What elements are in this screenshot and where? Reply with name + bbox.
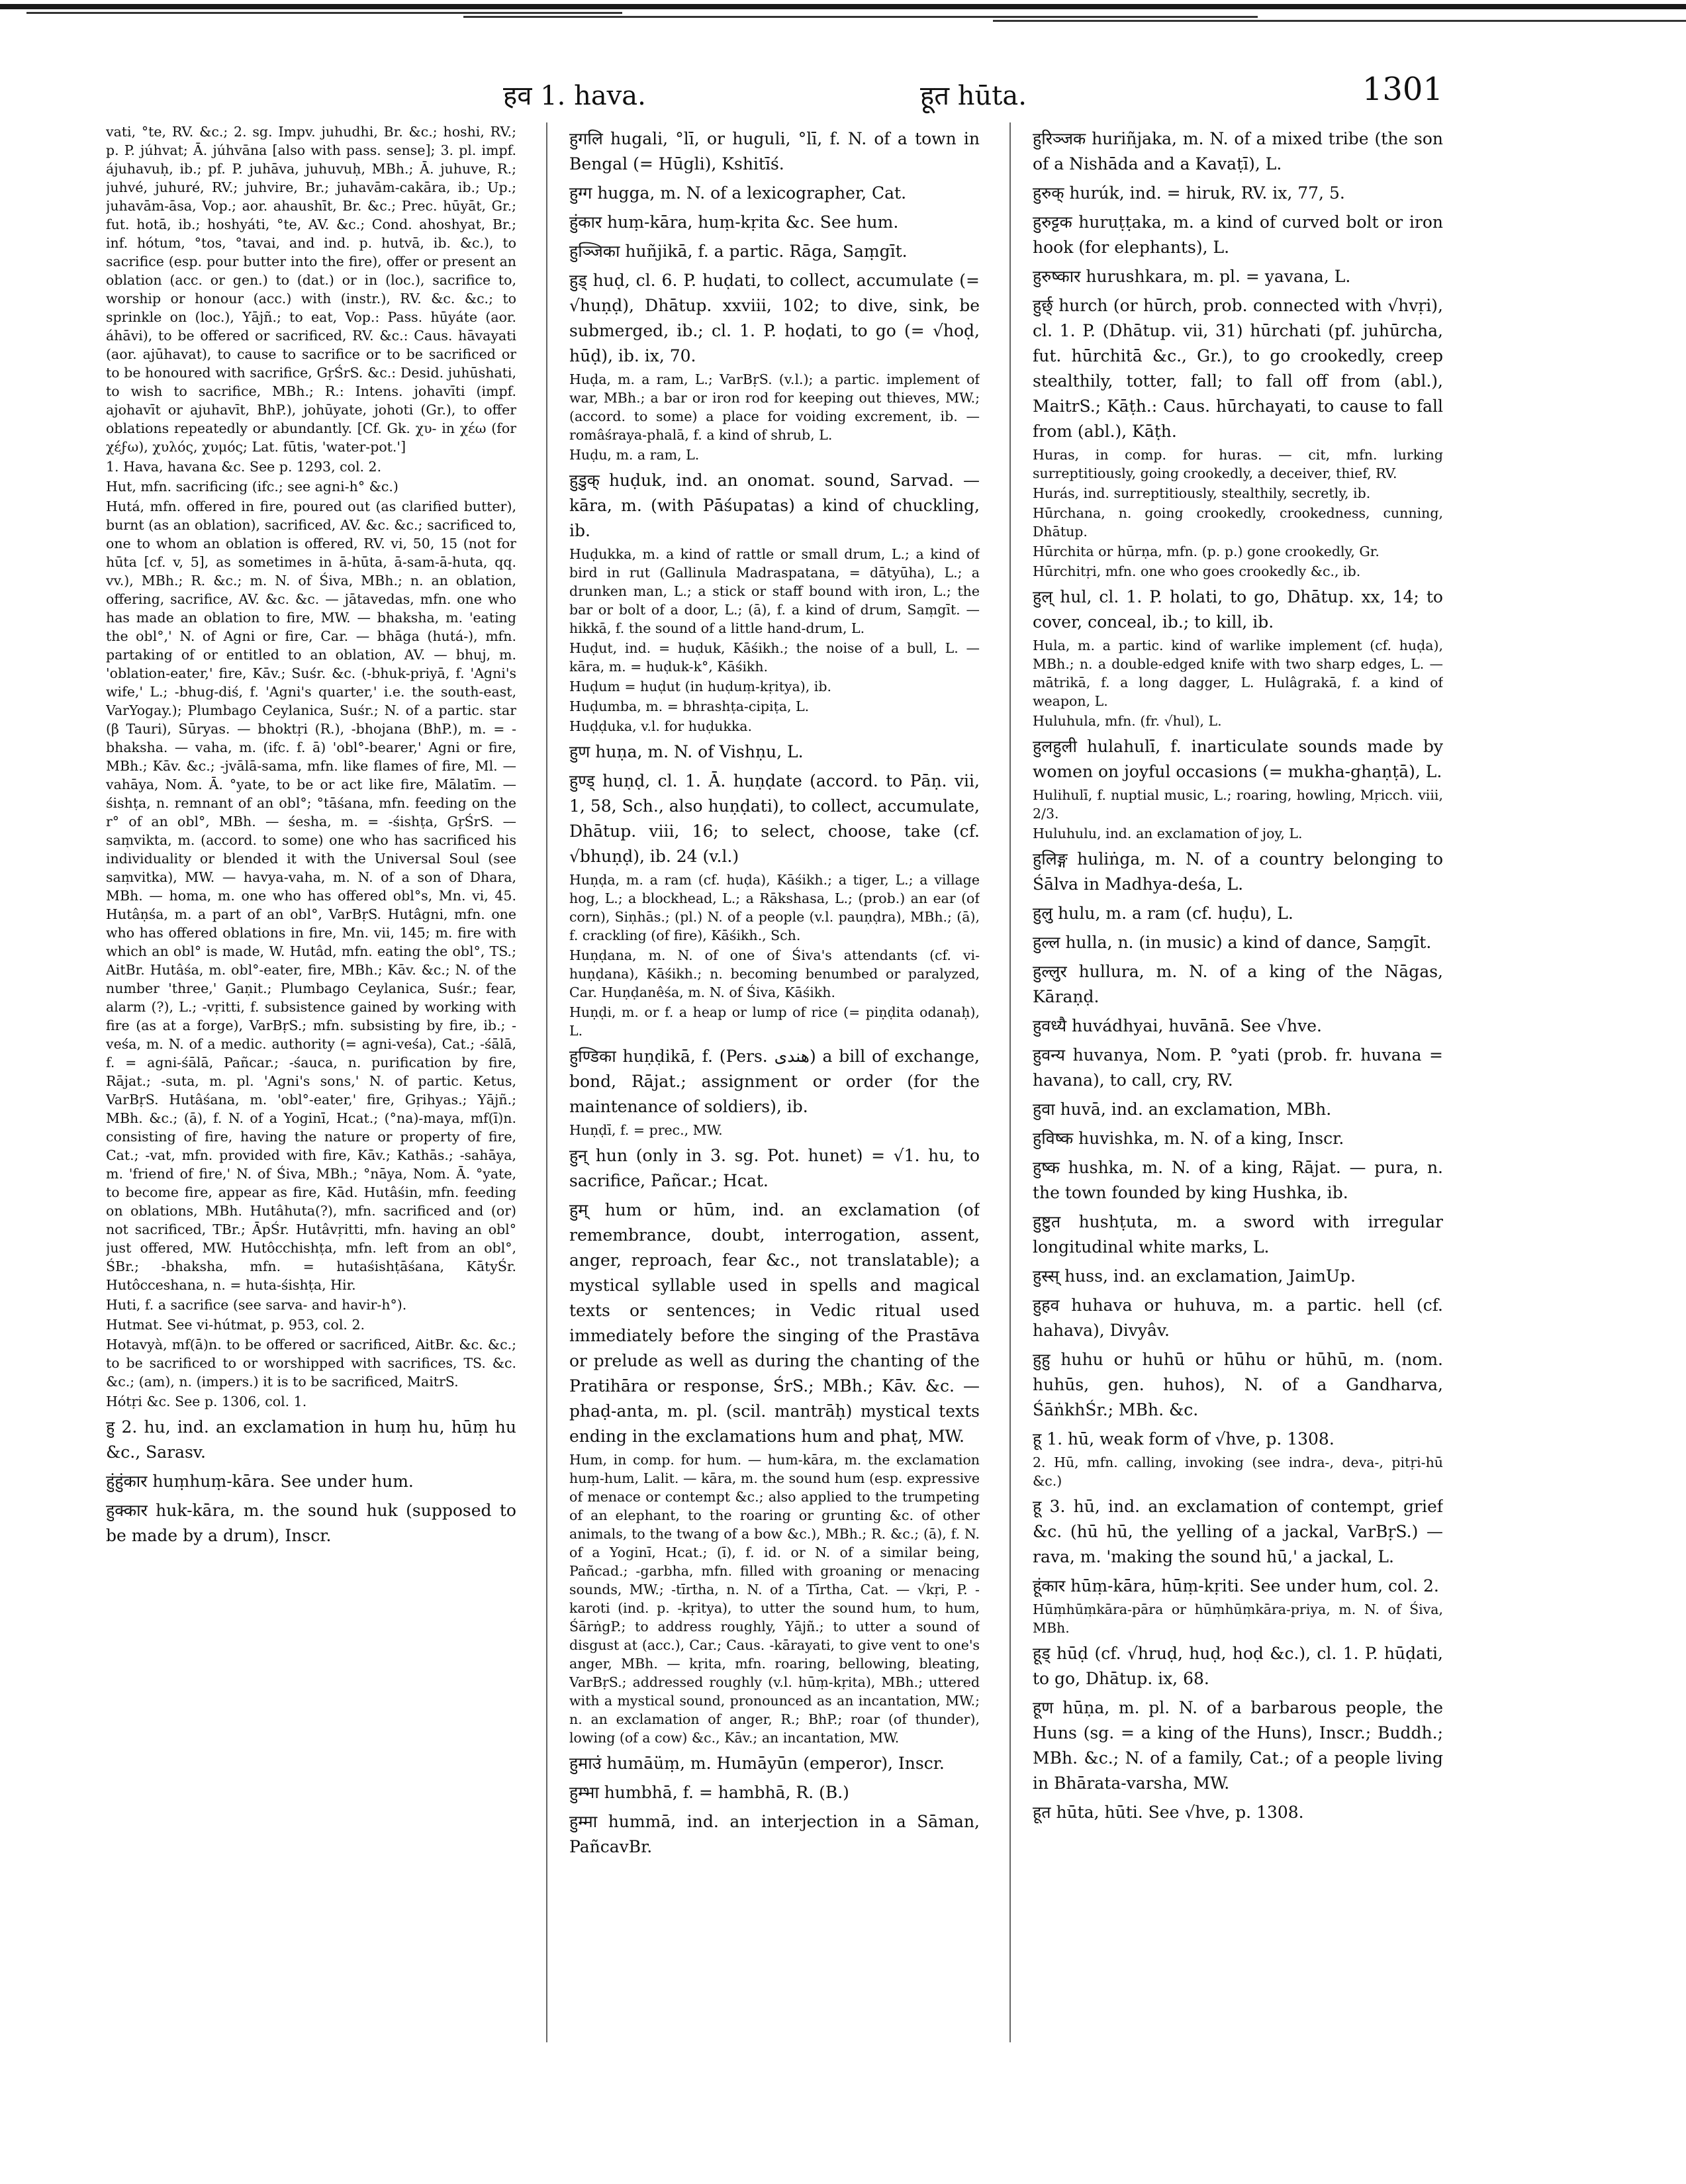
dictionary-entry: Hurás, ind. surreptitiously, stealthily, secretly, ib. — [1033, 485, 1371, 501]
dictionary-entry: हुविष्क huvishka, m. N. of a king, Inscr. — [1033, 1129, 1344, 1148]
dictionary-entry: हुष्क hushka, m. N. of a king, Rājat. — pura, n. the town founded by king Hushka, ib. — [1033, 1158, 1443, 1202]
dictionary-entry: Huḍḍuka, v.l. for huḍukka. — [569, 718, 753, 734]
dictionary-entry: हुम्मा hummā, ind. an interjection in a Sāman, PañcavBr. — [569, 1812, 980, 1856]
dictionary-entry: हुञ्जिका huñjikā, f. a partic. Rāga, Saṃgīt. — [569, 242, 908, 261]
dictionary-entry: हुस्स् huss, ind. an exclamation, JaimUp. — [1033, 1266, 1356, 1286]
dictionary-entry: Hulihulī, f. nuptial music, L.; roaring, howling, Mṛicch. viii, 2/3. — [1033, 787, 1443, 822]
page-header — [106, 70, 1443, 116]
dictionary-entry: हुक्कार huk-kāra, m. the sound huk (supposed to be made by a drum), Inscr. — [106, 1501, 516, 1545]
dictionary-entry: हुम्भा humbhā, f. = hambhā, R. (B.) — [569, 1783, 849, 1802]
dictionary-entry: Hotavyà, mf(ā)n. to be offered or sacrificed, AitBr. &c. &c.; to be sacrificed to or worshipped with sacrifices, TS. &c. &c.; (am), n. (impers.) it is to be sacrificed, MaitrS. — [106, 1337, 516, 1390]
dictionary-entry: हुल् hul, cl. 1. P. holati, to go, Dhātup. xx, 14; to cover, conceal, ib.; to kill, ib. — [1033, 587, 1443, 632]
dictionary-entry: Huras, in comp. for huras. — cit, mfn. lurking surreptitiously, going crookedly, a deceiver, thief, RV. — [1033, 447, 1443, 481]
dictionary-entry: हुरिञ्जक huriñjaka, m. N. of a mixed tribe (the son of a Nishāda and a Kavaṭī), L. — [1033, 129, 1443, 173]
dictionary-entry: हुरुक् hurúk, ind. = hiruk, RV. ix, 77, 5. — [1033, 183, 1345, 203]
dictionary-entry: हू 3. hū, ind. an exclamation of contempt, grief &c. (hū hū, the yelling of a jackal, VarBṛS.) — rava, m. 'making the sound hū,' a jackal, L. — [1033, 1497, 1443, 1566]
column-divider — [546, 122, 547, 2042]
scan-edge-artifact — [0, 0, 1686, 29]
dictionary-entry: हुम् hum or hūm, ind. an exclamation (of remembrance, doubt, interrogation, assent, anger, reproach, fear &c., not translatable); a mystical syllable used in spells and magical texts or sentences; in Vedic ritual used immediately before the singing of the Prastāva or prelude as well as during the chanting of the Pratihāra or response, ŚrS.; MBh.; Kāv. &c. — phaḍ-anta, m. pl. (scil. mantrāḥ) mystical texts ending in the exclamations hum and phaṭ, MW. — [569, 1200, 980, 1446]
dictionary-entry: हुवध्यै huvádhyai, huvānā. See √hve. — [1033, 1016, 1322, 1035]
dictionary-entry: हुहु huhu or huhū or hūhu or hūhū, m. (nom. huhūs, gen. huhos), N. of a Gandharva, ŚāṅkhŚr.; MBh. &c. — [1033, 1350, 1443, 1419]
dictionary-entry: 2. Hū, mfn. calling, invoking (see indra-, deva-, pitṛi-hū &c.) — [1033, 1454, 1443, 1489]
dictionary-entry: Huḍut, ind. = huḍuk, Kāśikh.; the noise of a bull, L. — kāra, m. = huḍuk-k°, Kāśikh. — [569, 640, 980, 675]
dictionary-entry: हुष्टुत hushṭuta, m. a sword with irregular longitudinal white marks, L. — [1033, 1212, 1443, 1257]
dictionary-entry: हुल्ल hulla, n. (in music) a kind of dance, Saṃgīt. — [1033, 933, 1432, 952]
dictionary-entry: Huluhulu, ind. an exclamation of joy, L. — [1033, 826, 1303, 841]
dictionary-entry: Huḍukka, m. a kind of rattle or small drum, L.; a kind of bird in rut (Gallinula Madraspatana, = dātyūha), L.; a drunken man, L.; a stick or staff bound with iron, L.; the bar or bolt of a door, L.; (ā), f. a kind of drum, Saṃgīt. — hikkā, f. the sound of a little hand-drum, L. — [569, 546, 980, 636]
dictionary-entry: Hūrchitṛi, mfn. one who goes crookedly &c., ib. — [1033, 563, 1361, 579]
dictionary-entry: हुलु hulu, m. a ram (cf. huḍu), L. — [1033, 904, 1293, 923]
page-number: 1301 — [1362, 71, 1443, 108]
dictionary-entry: 1. Hava, havana &c. See p. 1293, col. 2. — [106, 459, 382, 475]
dictionary-entry: हुलिङ्ग huliṅga, m. N. of a country belonging to Śālva in Madhya-deśa, L. — [1033, 849, 1443, 894]
dictionary-entry: हुवा huvā, ind. an exclamation, MBh. — [1033, 1100, 1332, 1119]
dictionary-entry: Huṇḍi, m. or f. a heap or lump of rice (= piṇḍita odanaḥ), L. — [569, 1004, 980, 1039]
dictionary-entry: Hótṛi &c. See p. 1306, col. 1. — [106, 1394, 307, 1409]
dictionary-entry: हुन् hun (only in 3. sg. Pot. hunet) = √1. hu, to sacrifice, Pañcar.; Hcat. — [569, 1146, 980, 1190]
dictionary-entry: हुहव huhava or huhuva, m. a partic. hell (cf. hahava), Divyâv. — [1033, 1296, 1443, 1340]
dictionary-entry: हुण्ड् huṇḍ, cl. 1. Ā. huṇḍate (accord. to Pāṇ. vii, 1, 58, Sch., also huṇḍati), to collect, accumulate, Dhātup. viii, 16; to select, choose, take (cf. √bhuṇḍ), ib. 24 (v.l.) — [569, 771, 980, 866]
dictionary-entry: Huṇḍana, m. N. of one of Śiva's attendants (cf. vi-huṇḍana), Kāśikh.; n. becoming benumbed or paralyzed, Car. Huṇḍanêśa, m. N. of Śiva, Kāśikh. — [569, 947, 980, 1000]
dictionary-entry: हुवन्य huvanya, Nom. P. °yati (prob. fr. huvana = havana), to call, cry, RV. — [1033, 1045, 1443, 1090]
dictionary-entry: हुमाउं humāüṃ, m. Humāyūn (emperor), Inscr. — [569, 1754, 945, 1773]
dictionary-entry: हू 1. hū, weak form of √hve, p. 1308. — [1033, 1429, 1335, 1448]
dictionary-entry: हुड् huḍ, cl. 6. P. huḍati, to collect, accumulate (= √huṇḍ), Dhātup. xxviii, 102; to dive, sink, be submerged, ib.; cl. 1. P. hoḍati, to go (= √hoḍ, hūḍ), ib. ix, 70. — [569, 271, 980, 365]
running-head-left: हव 1. hava. — [503, 81, 646, 111]
dictionary-entry: हुरुट्टक huruṭṭaka, m. a kind of curved bolt or iron hook (for elephants), L. — [1033, 213, 1443, 257]
dictionary-entry: हुण huṇa, m. N. of Vishṇu, L. — [569, 742, 804, 761]
dictionary-entry: हुरुष्कार hurushkara, m. pl. = yavana, L. — [1033, 267, 1351, 286]
dictionary-entry: हूड् hūḍ (cf. √hruḍ, huḍ, hoḍ &c.), cl. 1. P. hūḍati, to go, Dhātup. ix, 68. — [1033, 1644, 1443, 1688]
dictionary-entry: हूत hūta, hūti. See √hve, p. 1308. — [1033, 1803, 1304, 1822]
dictionary-entry: Hula, m. a partic. kind of warlike implement (cf. huḍa), MBh.; n. a double-edged knife with two sharp edges, L. — mātrikā, f. a long dagger, L. Hulâgrakā, f. a kind of weapon, L. — [1033, 638, 1443, 709]
dictionary-entry: Huḍu, m. a ram, L. — [569, 447, 700, 463]
dictionary-entry: Hut, mfn. sacrificing (ifc.; see agni-h° &c.) — [106, 479, 398, 495]
dictionary-entry: Huḍum = huḍut (in huḍuṃ-kṛitya), ib. — [569, 679, 831, 694]
dictionary-entry: Huṇḍī, f. = prec., MW. — [569, 1122, 723, 1138]
dictionary-entry: Huluhula, mfn. (fr. √hul), L. — [1033, 713, 1222, 729]
dictionary-entry: हूंकार hūṃ-kāra, hūṃ-kṛiti. See under hum, col. 2. — [1033, 1576, 1439, 1595]
dictionary-entry: हुंकार huṃ-kāra, huṃ-kṛita &c. See hum. — [569, 213, 899, 232]
column-divider — [1009, 122, 1011, 2042]
dictionary-entry: हुगलि hugali, °lī, or huguli, °lī, f. N. of a town in Bengal (= Hūgli), Kshitīś. — [569, 129, 980, 173]
dictionary-entry: Hum, in comp. for hum. — hum-kāra, m. the exclamation huṃ-hum, Lalit. — kāra, m. the sound hum (esp. expressive of menace or contempt &c.; also applied to the trumpeting of an elephant, to the roaring or grunting &c. of other animals, to the twang of a bow &c.), MBh.; R. &c.; (ā), f. N. of a Yoginī, Hcat.; (ī), f. id. or N. of a similar being, Pañcad.; -garbha, mfn. filled with groaning or menacing sounds, MW.; -tīrtha, n. N. of a Tīrtha, Cat. — √kṛi, P. -karoti (ind. p. -kṛitya), to utter the sound hum, to hum, ŚārṅgP.; to address roughly, Yājñ.; to utter a sound of disgust at (acc.), Car.; Caus. -kārayati, to give vent to one's anger, MBh. — kṛita, mfn. roaring, bellowing, bleating, VarBṛS.; addressed roughly (v.l. hūṃ-kṛita), MBh.; uttered with a mystical sound, pronounced as an incantation, MW.; n. an exclamation of anger, R.; BhP.; roar (of thunder), lowing (of a cow) &c., Kāv.; an incantation, MW. — [569, 1452, 980, 1746]
dictionary-entry: Huṇḍa, m. a ram (cf. huḍa), Kāśikh.; a tiger, L.; a village hog, L.; a blockhead, L.; a Rākshasa, L.; (prob.) an ear (of corn), Siṇhās.; (pl.) N. of a people (v.l. pauṇḍra), MBh.; (ā), f. crackling (of fire), Kāśikh., Sch. — [569, 872, 980, 943]
dictionary-entry: हुलहुली hulahulī, f. inarticulate sounds made by women on joyful occasions (= mukha-ghaṇṭā), L. — [1033, 737, 1443, 781]
dictionary-entry: हुल्लुर hullura, m. N. of a king of the Nāgas, Kāraṇḍ. — [1033, 962, 1443, 1006]
dictionary-column-3 — [1033, 122, 1443, 2109]
dictionary-entry: हु 2. hu, ind. an exclamation in huṃ hu, hūṃ hu &c., Sarasv. — [106, 1417, 516, 1462]
dictionary-entry: हुंहुंकार huṃhuṃ-kāra. See under hum. — [106, 1472, 414, 1491]
dictionary-column-1 — [106, 122, 516, 2109]
dictionary-entry: Hūrchana, n. going crookedly, crookedness, cunning, Dhātup. — [1033, 505, 1443, 540]
dictionary-entry: हूण hūṇa, m. pl. N. of a barbarous people, the Huns (sg. = a king of the Huns), Inscr.; Buddh.; MBh. &c.; N. of a family, Cat.; of a people living in Bhārata-varsha, MW. — [1033, 1698, 1443, 1793]
dictionary-entry: Hūrchita or hūrṇa, mfn. (p. p.) gone crookedly, Gr. — [1033, 544, 1380, 559]
dictionary-column-2 — [569, 122, 980, 2109]
dictionary-entry: Huti, f. a sacrifice (see sarva- and havir-h°). — [106, 1297, 407, 1313]
running-head-center: हूत hūta. — [920, 81, 1027, 111]
dictionary-entry: Hutmat. See vi-hútmat, p. 953, col. 2. — [106, 1317, 365, 1333]
dictionary-entry: हुग्ग hugga, m. N. of a lexicographer, Cat. — [569, 183, 907, 203]
dictionary-entry: Hūṃhūṃkāra-pāra or hūṃhūṃkāra-priya, m. N. of Śiva, MBh. — [1033, 1601, 1443, 1636]
dictionary-entry: हुर्छ् hurch (or hūrch, prob. connected with √hvṛi), cl. 1. P. (Dhātup. vii, 31) hūrchati (pf. juhūrcha, fut. hūrchitā &c., Gr.), to go crookedly, creep stealthily, totter, fall; to fall off from (abl.), MaitrS.; Kāṭh.: Caus. hūrchayati, to cause to fall from (abl.), Kāṭh. — [1033, 296, 1443, 441]
dictionary-entry: हुण्डिका huṇḍikā, f. (Pers. ﻫﻨﺪﻯ) a bill of exchange, bond, Rājat.; assignment or order (for the maintenance of soldiers), ib. — [569, 1047, 980, 1116]
dictionary-entry: vati, °te, RV. &c.; 2. sg. Impv. juhudhi, Br. &c.; hoshi, RV.; p. P. júhvat; Ā. júhvāna [also with pass. sense]; 3. pl. impf. ájuhavuḥ, ib.; pf. P. juhāva, juhuvuḥ, MBh.; Ā. juhuve, R.; juhvé, juhuré, RV.; juhvire, Br.; juhavām-cakāra, ib.; Up.; juhavām-āsa, Vop.; aor. ahaushīt, Br. &c.; Prec. hūyāt, Gr.; fut. hotā, ib.; hoshyáti, °te, AV. &c.; Cond. ahoshyat, Br.; inf. hótum, °tos, °tavai, and ind. p. hutvā, ib. &c.), to sacrifice (esp. pour butter into the fire), offer or present an oblation (acc. or gen.) to (dat.) or in (loc.), sacrifice to, worship or honour (acc.) with (instr.), RV. &c. &c.; to sprinkle on (loc.), Yājñ.; to eat, Vop.: Pass. hūyáte (aor. áhāvi), to be offered or sacrificed, RV. &c.: Caus. hāvayati (aor. ajūhavat), to cause to sacrifice or to be sacrificed or to be honoured with sacrifice, GṛŚrS. &c.: Desid. juhūshati, to wish to sacrifice, MBh.; R.: Intens. johavīti (impf. ajohavīt or ajuhavīt, BhP.), johūyate, johoti (Gr.), to offer oblations repeatedly or abundantly. [Cf. Gk. χυ- in χέω (for χέϝω), χυλός, χυμός; Lat. fūtis, 'water-pot.'] — [106, 124, 516, 455]
dictionary-entry: Huḍa, m. a ram, L.; VarBṛS. (v.l.); a partic. implement of war, MBh.; a bar or iron rod for keeping out thieves, MW.; (accord. to some) a place for voiding excrement, ib. — româśraya-phalā, f. a kind of shrub, L. — [569, 371, 980, 443]
dictionary-entry: हुडुक् huḍuk, ind. an onomat. sound, Sarvad. — kāra, m. (with Pāśupatas) a kind of chuckling, ib. — [569, 471, 980, 540]
dictionary-entry: Hutá, mfn. offered in fire, poured out (as clarified butter), burnt (as an oblation), sacrificed, AV. &c. &c.; sacrificed to, one to whom an oblation is offered, RV. vi, 50, 15 (not for hūta [cf. v, 5], as sometimes in ā-hūta, ā-sam-ā-huta, qq. vv.), MBh.; R. &c.; m. N. of Śiva, MBh.; n. an oblation, offering, sacrifice, AV. &c. &c. — jātavedas, mfn. one who has made an oblation to fire, MW. — bhaksha, m. 'eating the obl°,' N. of Agni or fire, Car. — bhāga (hutá-), mfn. partaking of or entitled to an oblation, AV. — bhuj, m. 'oblation-eater,' fire, Kāv.; Suśr. &c. (-bhuk-priyā, f. 'Agni's wife,' L.; -bhug-diś, f. 'Agni's quarter,' i.e. the south-east, VarYogay.); Plumbago Ceylanica, Suśr.; N. of a partic. star (β Tauri), Sūryas. — bhoktṛi (R.), -bhojana (BhP.), m. = -bhaksha. — vaha, m. (ifc. f. ā) 'obl°-bearer,' Agni or fire, MBh.; Kāv. &c.; -jvālā-sama, mfn. like flames of fire, Ml. — vahāya, Nom. Ā. °yate, to be or act like fire, Mālatīm. — śishṭa, n. remnant of an obl°; °tāśana, mfn. feeding on the r° of an obl°, MBh. — śesha, m. = -śishṭa, GṛŚrS. — saṃvikta, m. (accord. to some) one who has sacrificed his individuality or blended it with the Universal Soul (see saṃvitka), MW. — havya-vaha, m. N. of a son of Dhara, MBh. — homa, m. one who has offered obl°s, Mn. vi, 45. Hutâṇśa, m. a part of an obl°, VarBṛS. Hutâgni, mfn. one who has offered oblations in fire, Mn. vii, 145; m. fire with which an obl° is made, W. Hutâd, mfn. eating the obl°, TS.; AitBr. Hutâśa, m. obl°-eater, fire, MBh.; Kāv. &c.; N. of the number 'three,' Gaṇit.; Plumbago Ceylanica, Suśr.; fear, alarm (?), L.; -vṛitti, f. subsistence gained by working with fire (as at a forge), VarBṛS.; mfn. subsisting by fire, ib.; -veśa, m. N. of a medic. authority (= agni-veśa), Cat.; -śālā, f. = agni-śālā, Pañcar.; -śauca, n. purification by fire, Rājat.; -suta, m. pl. 'Agni's sons,' N. of partic. Ketus, VarBṛS. Hutâśana, m. 'obl°-eater,' fire, Gṛihyas.; Yājñ.; MBh. &c.; (ā), f. N. of a Yoginī, Hcat.; (°na)-maya, mf(ī)n. consisting of fire, having the nature or property of fire, Cat.; -vat, mfn. provided with fire, Kāv.; Kathās.; -sahāya, m. 'friend of fire,' N. of Śiva, MBh.; °nāya, Nom. Ā. °yate, to become fire, appear as fire, Kād. Hutâśin, mfn. feeding on oblations, MBh. Hutâhuta(?), mfn. sacrificed and (or) not sacrificed, TBr.; ĀpŚr. Hutâvṛitti, mfn. having an obl° just offered, MW. Hutôcchishṭa, mfn. left from an obl°, ŚBr.; -bhaksha, mfn. = hutaśishṭāśana, KātyŚr. Hutôcceshana, n. = huta-śishṭa, Hir. — [106, 499, 516, 1293]
dictionary-entry: Huḍumba, m. = bhrashṭa-cipiṭa, L. — [569, 698, 810, 714]
